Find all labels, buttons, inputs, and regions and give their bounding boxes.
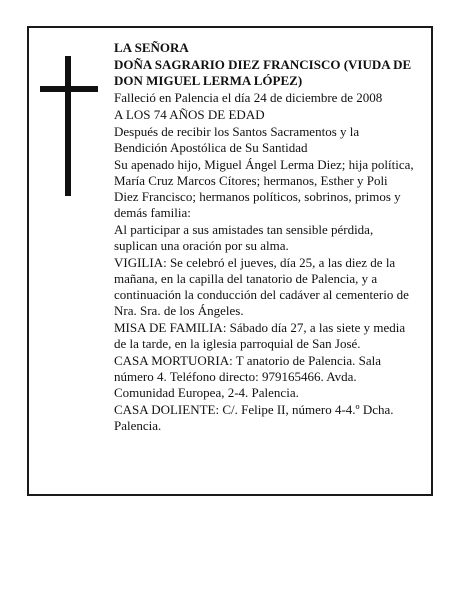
vigil-info: VIGILIA: Se celebró el jueves, día 25, a las diez de la mañana, en la capilla del tanatorio de Palencia, y a continuación la conducción del cadáver al cementerio de Nra. Sra. de los Ángeles.: [114, 255, 409, 318]
deceased-name: DOÑA SAGRARIO DIEZ FRANCISCO (VIUDA DE DON MIGUEL LERMA LÓPEZ): [114, 57, 412, 88]
death-statement: Falleció en Palencia el día 24 de diciembre de 2008: [114, 90, 383, 105]
notice-text: [114, 40, 414, 435]
cross-icon: [40, 56, 98, 196]
cross-vertical-bar: [65, 56, 71, 196]
mourning-house-info: CASA DOLIENTE: C/. Felipe II, número 4-4.º Dcha. Palencia.: [114, 402, 394, 433]
family-list: Su apenado hijo, Miguel Ángel Lerma Diez; hija política, María Cruz Marcos Cítores; hermanos, Esther y Poli Diez Francisco; hermanos políticos, sobrinos, primos y demás familia:: [114, 157, 414, 220]
prayer-request: Al participar a sus amistades tan sensible pérdida, suplican una oración por su alma.: [114, 222, 374, 253]
mass-info: MISA DE FAMILIA: Sábado día 27, a las siete y media de la tarde, en la iglesia parroquial de San José.: [114, 320, 406, 351]
notice-title: LA SEÑORA: [114, 40, 189, 55]
mortuary-info: CASA MORTUORIA: T anatorio de Palencia. Sala número 4. Teléfono directo: 979165466. Avda. Comunidad Europea, 2-4. Palencia.: [114, 353, 382, 400]
age-statement: A LOS 74 AÑOS DE EDAD: [114, 107, 265, 122]
sacraments-statement: Después de recibir los Santos Sacramentos y la Bendición Apostólica de Su Santidad: [114, 124, 360, 155]
cross-horizontal-bar: [40, 86, 98, 92]
